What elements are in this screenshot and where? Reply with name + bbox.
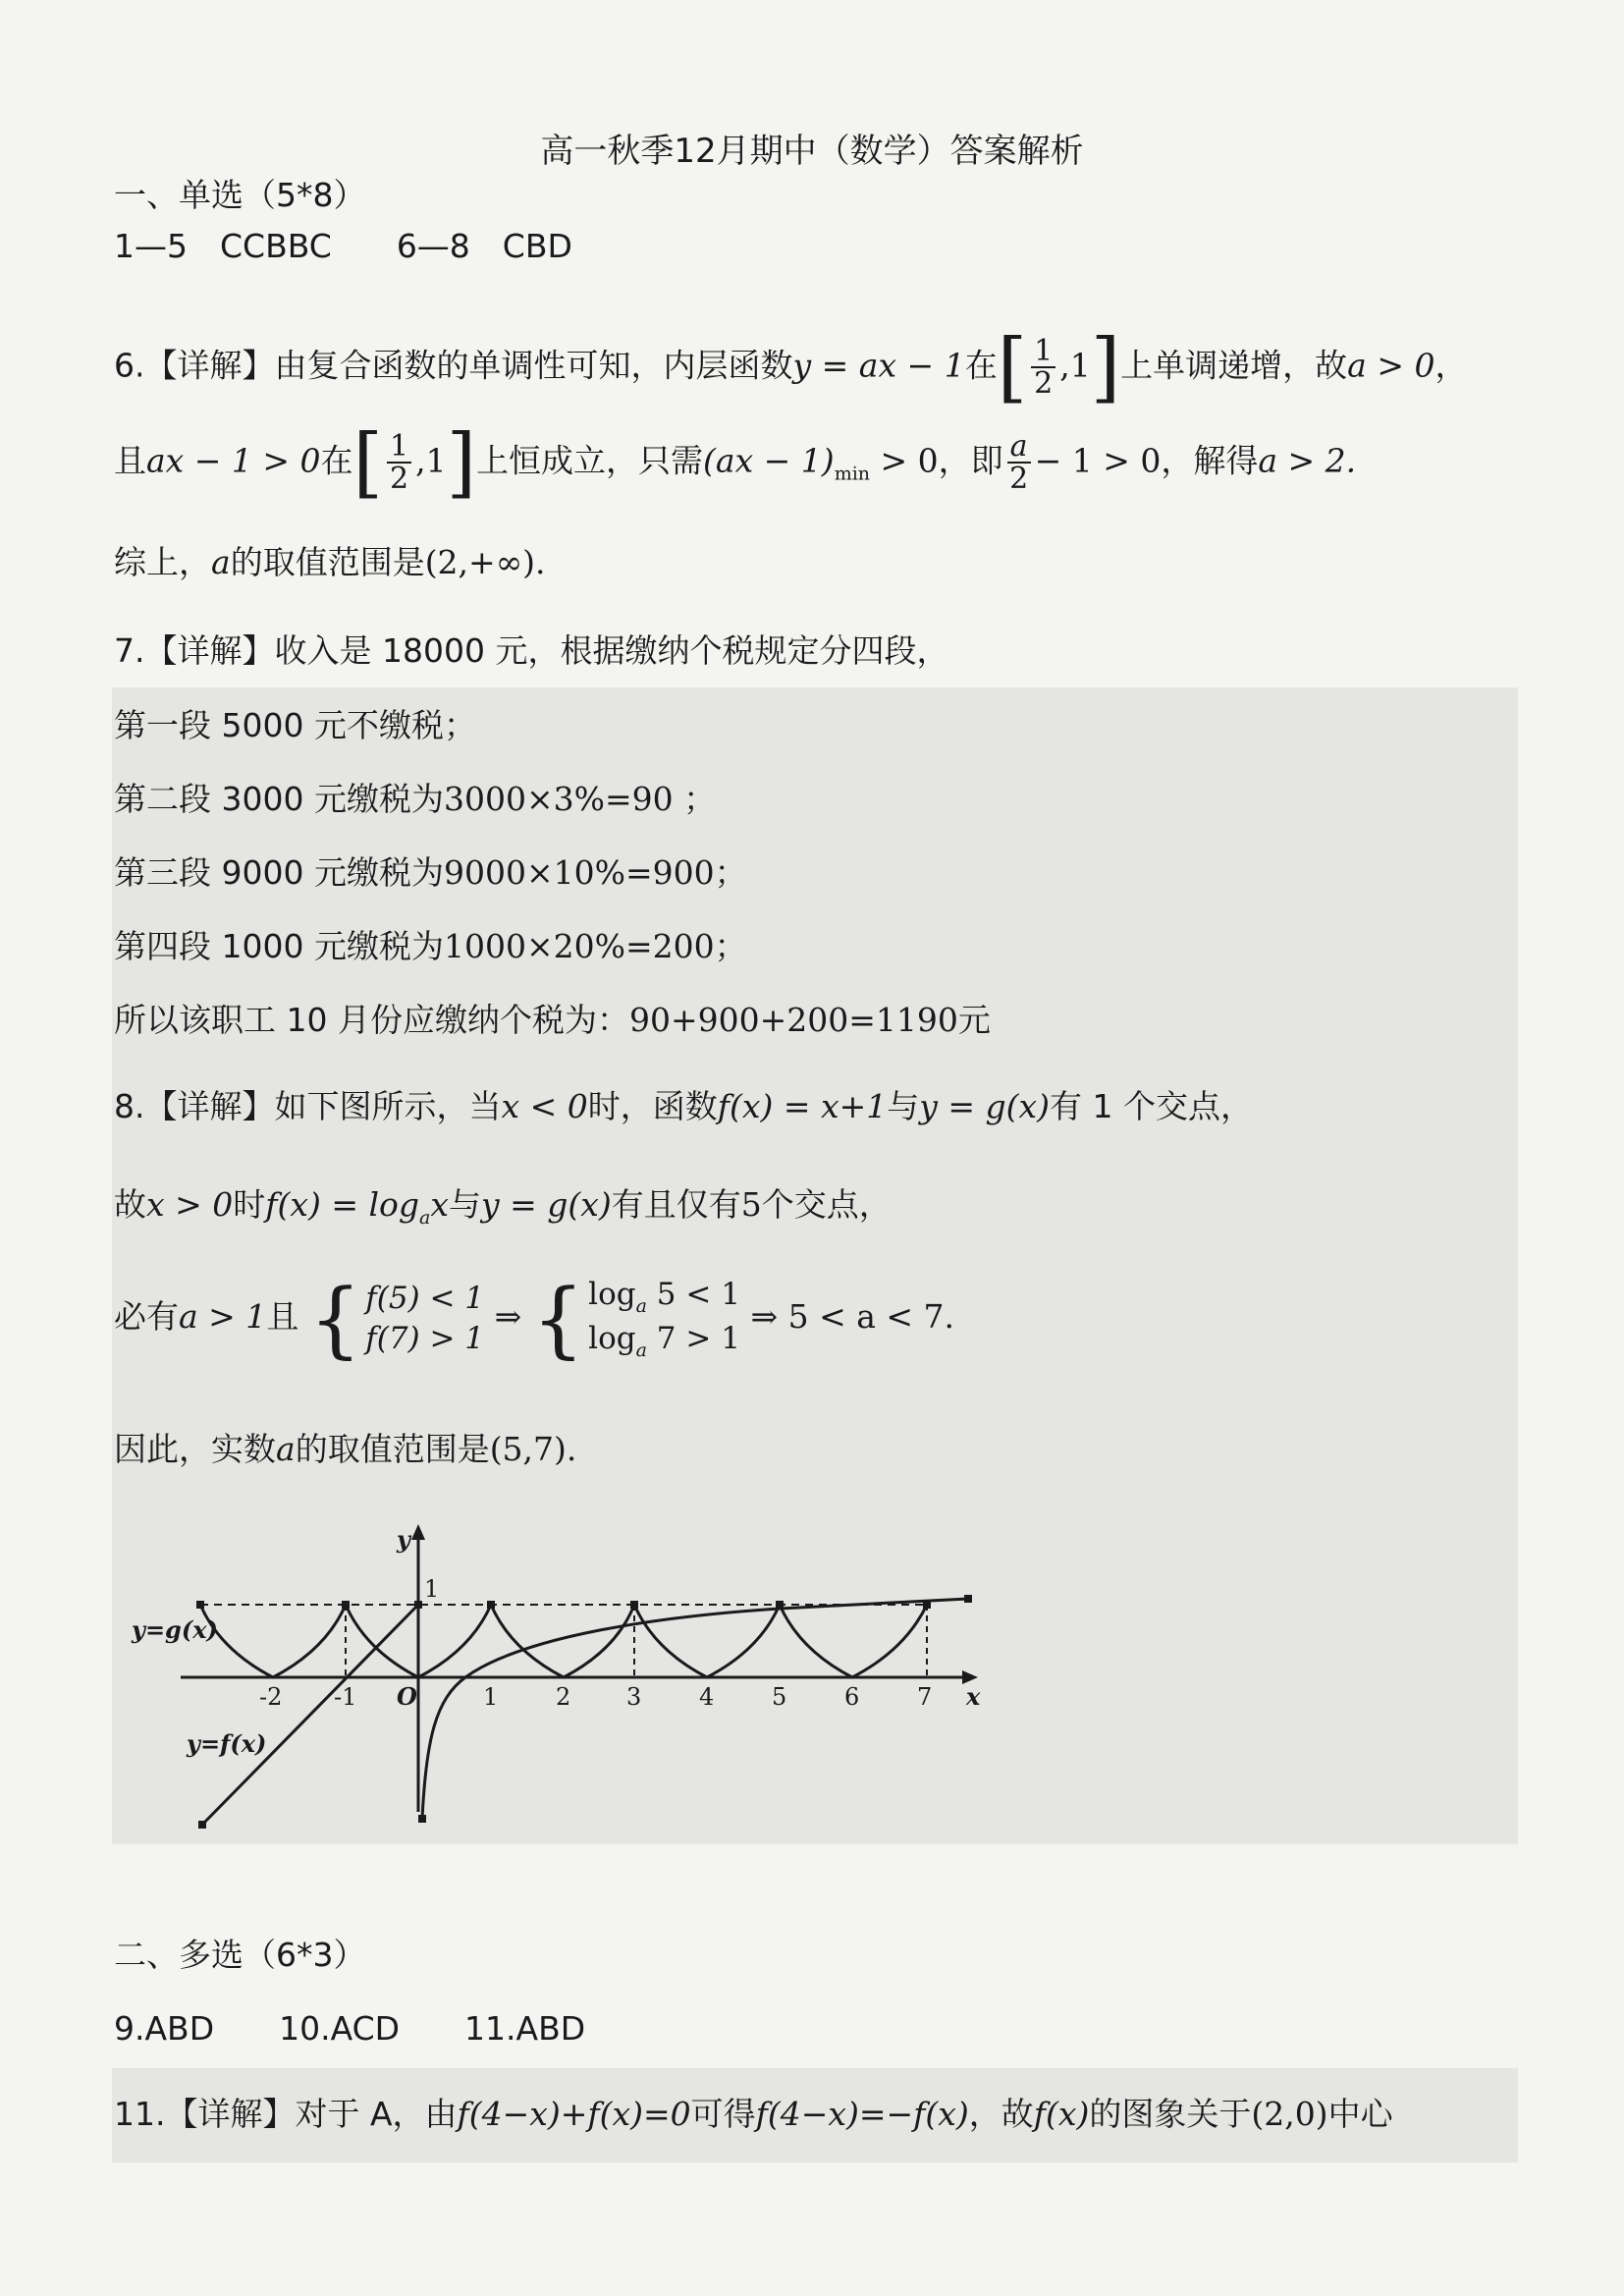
q6-line3: 综上，a的取值范围是(2,+∞).: [114, 543, 546, 581]
y-arrow: [411, 1524, 425, 1540]
x-axis-label: x: [966, 1682, 981, 1711]
endpoint-marker: [776, 1601, 784, 1609]
q7-line4: 第三段 9000 元缴税为9000×10%=900；: [114, 853, 747, 892]
endpoint-marker: [418, 1815, 426, 1823]
q8-line3: 必有a > 1且 { f(5) < 1 f(7) > 1 ⇒ { $\log_a 5 < 1$ $\log_a 7 > 1$ ⇒ 5 < a < 7.: [114, 1270, 954, 1367]
x-tick: -2: [259, 1683, 283, 1711]
origin-label: O: [397, 1682, 417, 1711]
x-tick: 2: [556, 1683, 571, 1711]
f-linear: [202, 1605, 418, 1825]
x-tick: 3: [626, 1683, 642, 1711]
x-tick: 7: [917, 1683, 933, 1711]
section-heading: 一、单选（5*8）: [114, 176, 366, 214]
y-axis-label: y: [397, 1525, 410, 1554]
cases-f: { f(5) < 1 f(7) > 1: [308, 1270, 485, 1367]
endpoint-marker: [198, 1821, 206, 1829]
answers-line: 1—5 CCBBC 6—8 CBD: [114, 227, 572, 265]
q11-line1: 11.【详解】对于 A，由f(4−x)+f(x)=0可得f(4−x)=−f(x)，故f(x)的图象关于(2,0)中心: [114, 2095, 1393, 2133]
endpoint-marker: [964, 1595, 972, 1603]
endpoint-marker: [196, 1601, 204, 1609]
answers-line: 9.ABD 10.ACD 11.ABD: [114, 2009, 586, 2048]
x-tick: 5: [772, 1683, 787, 1711]
endpoint-marker: [487, 1601, 495, 1609]
x-tick: 4: [699, 1683, 715, 1711]
cases-log: { $\log_a 5 < 1$ $\log_a 7 > 1$: [531, 1270, 740, 1367]
x-tick: 6: [844, 1683, 860, 1711]
g-curve: [200, 1605, 927, 1677]
f-log: [422, 1599, 968, 1819]
x-tick: -1: [334, 1683, 357, 1711]
q6-line2: 且ax − 1 > 0在[ $\frac{1}{2}$ ,1]上恒成立，只需$(ax - 1)_{min} > 0$，即 $\frac{a}{2}$ − 1 > 0，解得a > 2.: [114, 418, 1357, 507]
q8-line2: 故x > 0时$f(x) = \log_ax$与y = g(x)有且仅有5个交点，: [114, 1185, 892, 1229]
endpoint-marker: [414, 1601, 422, 1609]
y-tick-1: 1: [424, 1575, 440, 1603]
q8-line4: 因此，实数a的取值范围是(5,7).: [114, 1430, 577, 1468]
q7-line1: 7.【详解】收入是 18000 元，根据缴纳个税规定分四段，: [114, 631, 949, 670]
page-title: 高一秋季12月期中（数学）答案解析: [540, 132, 1084, 171]
endpoint-marker: [923, 1601, 931, 1609]
x-tick: 1: [483, 1683, 499, 1711]
q7-line2: 第一段 5000 元不缴税；: [114, 706, 476, 744]
q6-line1: 6.【详解】由复合函数的单调性可知，内层函数y = ax − 1在[ $\frac{1}{2}$ ,1]上单调递增，故a > 0，: [114, 323, 1468, 411]
endpoint-marker: [630, 1601, 638, 1609]
endpoint-marker: [342, 1601, 350, 1609]
f-label: y=f(x): [187, 1729, 267, 1758]
q8-line1: 8.【详解】如下图所示，当x < 0时，函数f(x) = x+1与y = g(x)有 1 个交点，: [114, 1087, 1253, 1125]
q7-line6: 所以该职工 10 月份应缴纳个税为：90+900+200=1190元: [114, 1001, 991, 1039]
q7-line3: 第二段 3000 元缴税为3000×3%=90 ；: [114, 780, 717, 818]
g-label: y=g(x): [132, 1615, 218, 1644]
section-heading: 二、多选（6*3）: [114, 1936, 366, 1974]
q7-line5: 第四段 1000 元缴税为1000×20%=200；: [114, 927, 747, 965]
function-graph: [112, 1512, 1035, 1836]
